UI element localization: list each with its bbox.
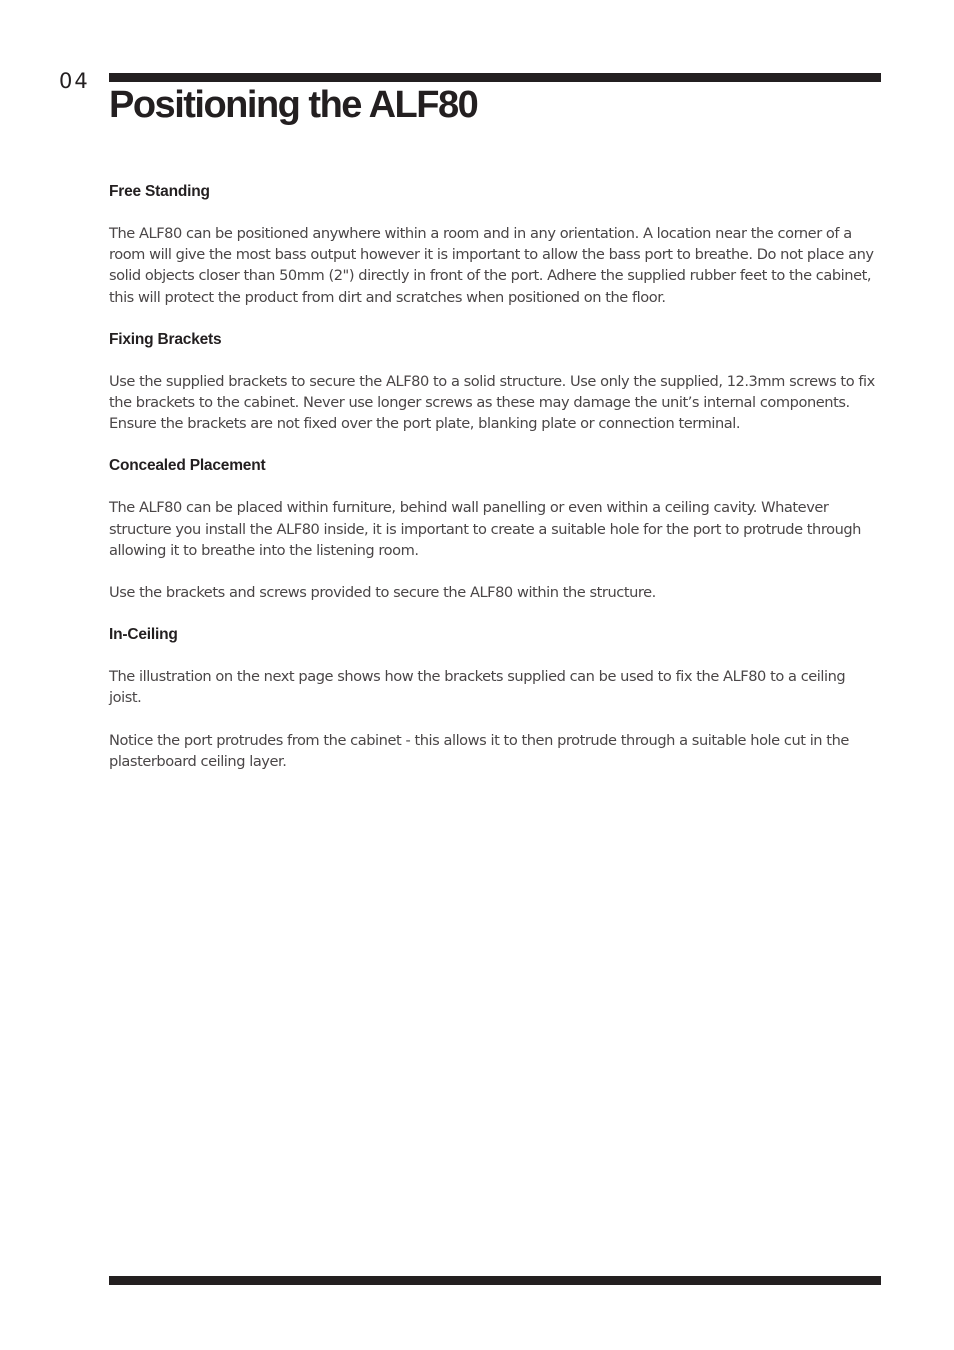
paragraph: Notice the port protrudes from the cabinet - this allows it to then protrude through a suitable hole cut in the plasterboard ceiling layer. — [109, 731, 849, 770]
paragraph: The ALF80 can be positioned anywhere within a room and in any orientation. A location near the corner of a room will give the most bass output however it is important to allow the bass port to breathe. Do not place any solid objects closer than 50mm (2") directly in front of the port. Adhere the supplied rubber feet to the cabinet, this will protect the product from dirt and scratches when positioned on the floor. — [109, 225, 874, 306]
content-body — [109, 181, 881, 793]
section-free-standing — [109, 181, 881, 308]
page-number: 04 — [59, 69, 90, 93]
section-heading: Free Standing — [109, 183, 210, 200]
bottom-rule — [109, 1276, 881, 1285]
paragraph: Use the brackets and screws provided to secure the ALF80 within the structure. — [109, 584, 656, 602]
section-heading: Concealed Placement — [109, 457, 266, 475]
section-in-ceiling — [109, 624, 881, 772]
page-title: Positioning the ALF80 — [109, 84, 478, 126]
section-concealed-placement — [109, 455, 881, 603]
paragraph: The illustration on the next page shows how the brackets supplied can be used to fix the ALF80 to a ceiling joist. — [109, 668, 846, 707]
paragraph: Use the supplied brackets to secure the ALF80 to a solid structure. Use only the supplied, 12.3mm screws to fix the brackets to the cabinet. Never use longer screws as these may damage the unit’s internal components. Ensure the brackets are not fixed over the port plate, blanking plate or connection terminal. — [109, 372, 875, 433]
paragraph: The ALF80 can be placed within furniture, behind wall panelling or even within a ceiling cavity. Whatever structure you install the ALF80 inside, it is important to create a suitable hole for the port to protrude through allowing it to breathe into the listening room. — [109, 499, 861, 559]
top-rule — [109, 73, 881, 82]
section-heading: In-Ceiling — [109, 626, 178, 644]
section-heading: Fixing Brackets — [109, 330, 222, 348]
section-fixing-brackets — [109, 329, 881, 435]
